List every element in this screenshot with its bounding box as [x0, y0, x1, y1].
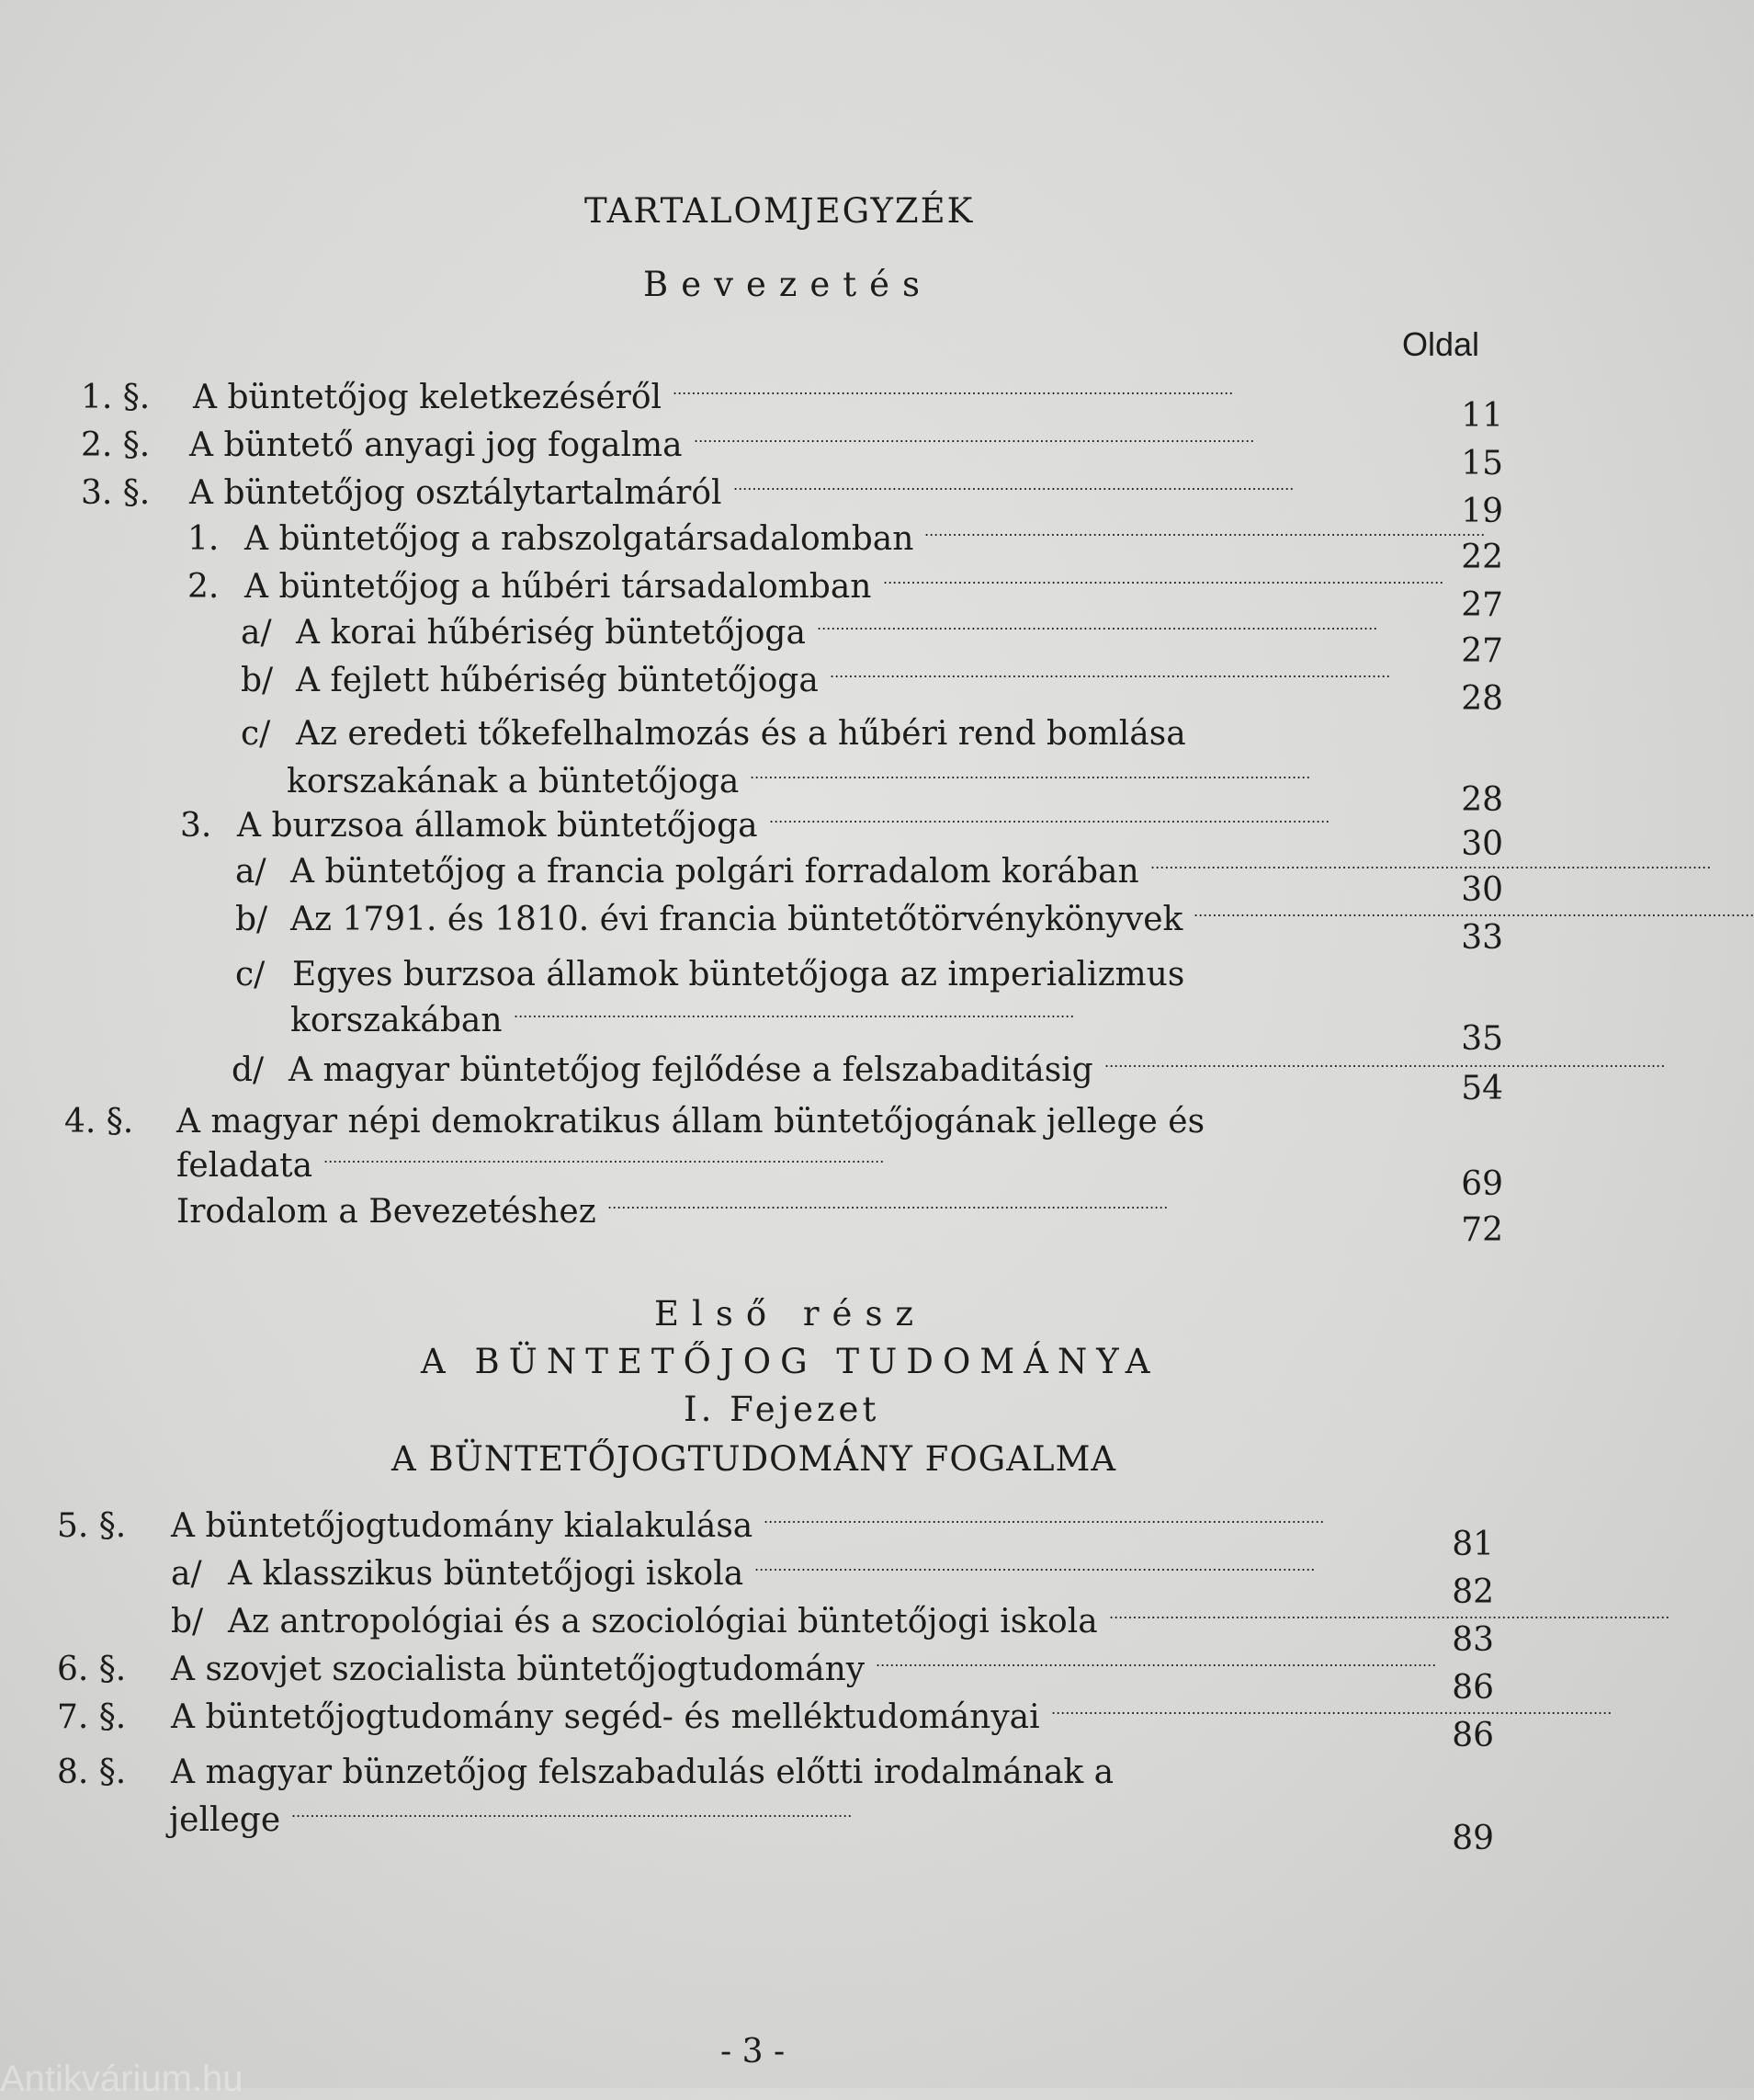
- entry-number: 8. §.: [57, 1754, 127, 1791]
- dot-leader: ........................................................................................................................: [750, 765, 1311, 782]
- entry-title: A magyar büntetőjog fejlődése a felszabaditásig: [289, 1051, 1093, 1089]
- entry-title-continuation: korszakának a büntetőjoga: [287, 763, 740, 800]
- dot-leader: ........................................................................................................................: [694, 428, 1255, 446]
- entry-number: 2.: [187, 568, 220, 606]
- entry-title: A büntetőjogtudomány segéd- és melléktudományai: [171, 1698, 1040, 1736]
- entry-page: 54: [1461, 1070, 1503, 1107]
- entry-title: Az 1791. és 1810. évi francia büntetőtörvénykönyvek: [290, 901, 1183, 938]
- entry-title: A büntetőjog a hűbéri társadalomban: [244, 568, 872, 606]
- entry-title: A fejlett hűbériség büntetőjoga: [296, 662, 819, 699]
- entry-number: 6. §.: [57, 1651, 127, 1688]
- dot-leader: ........................................................................................................................: [924, 522, 1486, 539]
- entry-page: 11: [1461, 397, 1503, 435]
- entry-title: A büntetőjog osztálytartalmáról: [189, 474, 722, 512]
- entry-number: b/: [241, 662, 274, 699]
- dot-leader: ........................................................................................................................: [883, 570, 1444, 587]
- entry-number: 3. §.: [81, 474, 151, 512]
- intro-heading: Bevezetés: [643, 265, 934, 304]
- toc-title: TARTALOMJEGYZÉK: [584, 191, 975, 231]
- dot-leader: ........................................................................................................................: [607, 1195, 1169, 1212]
- dot-leader: ........................................................................................................................: [1150, 855, 1712, 872]
- dot-leader: ........................................................................................................................: [291, 1803, 853, 1821]
- entry-number: b/: [171, 1603, 204, 1640]
- watermark: Antikvárium.hu: [0, 2059, 243, 2099]
- entry-title: A magyar népi demokratikus állam büntetőjogának jellege és: [176, 1103, 1205, 1141]
- intro-entry: [0, 1099, 1566, 1145]
- entry-page: 28: [1461, 680, 1503, 718]
- entry-title-continuation: korszakában: [290, 1002, 503, 1039]
- entry-title: A büntetőjog a rabszolgatársadalomban: [244, 520, 914, 558]
- entry-title: A büntetőjog a francia polgári forradalom korában: [290, 853, 1139, 891]
- entry-title-continuation: feladata: [176, 1147, 313, 1185]
- dot-leader: ........................................................................................................................: [673, 380, 1234, 398]
- entry-page: 69: [1461, 1165, 1503, 1203]
- entry-title: A büntetőjogtudomány kialakulása: [171, 1507, 753, 1545]
- intro-entry: [0, 952, 1566, 998]
- entry-number: 5. §.: [57, 1507, 127, 1545]
- dot-leader: ........................................................................................................................: [876, 1652, 1437, 1670]
- entry-number: c/: [235, 956, 266, 993]
- entry-page: 89: [1452, 1820, 1494, 1857]
- entry-title: A szovjet szocialista büntetőjogtudomány: [171, 1651, 866, 1688]
- entry-number: 2. §.: [81, 426, 151, 464]
- entry-number: c/: [241, 715, 271, 753]
- part-entry: [0, 1750, 1566, 1796]
- entry-number: 4. §.: [64, 1103, 134, 1141]
- dot-leader: ........................................................................................................................: [1194, 902, 1754, 920]
- entry-page: 86: [1452, 1717, 1494, 1754]
- entry-page: 82: [1452, 1573, 1494, 1611]
- dot-leader: ........................................................................................................................: [830, 664, 1391, 681]
- part-label: Első rész: [654, 1294, 926, 1334]
- entry-page: 33: [1461, 919, 1503, 957]
- entry-title: A burzsoa államok büntetőjoga: [237, 807, 758, 845]
- entry-number: b/: [235, 901, 268, 938]
- dot-leader: ........................................................................................................................: [1104, 1053, 1666, 1071]
- entry-number: 1. §.: [81, 379, 151, 416]
- entry-number: a/: [241, 614, 272, 652]
- dot-leader: ........................................................................................................................: [764, 1509, 1325, 1527]
- chapter-title: A BÜNTETŐJOGTUDOMÁNY FOGALMA: [391, 1439, 1117, 1479]
- entry-title: Az antropológiai és a szociológiai büntetőjogi iskola: [228, 1603, 1098, 1640]
- dot-leader: ........................................................................................................................: [769, 809, 1330, 826]
- dot-leader: ........................................................................................................................: [514, 1004, 1075, 1021]
- entry-title: A klasszikus büntetőjogi iskola: [228, 1555, 744, 1593]
- entry-page: 28: [1461, 781, 1503, 819]
- entry-page: 72: [1461, 1211, 1503, 1249]
- entry-page: 27: [1461, 632, 1503, 670]
- dot-leader: ........................................................................................................................: [323, 1149, 885, 1166]
- dot-leader: ........................................................................................................................: [754, 1557, 1316, 1574]
- page-column-header: Oldal: [1402, 325, 1480, 363]
- entry-number: 1.: [187, 520, 220, 558]
- entry-number: d/: [232, 1051, 265, 1089]
- entry-title: A büntetőjog keletkezéséről: [193, 379, 662, 416]
- entry-page: 22: [1461, 539, 1503, 576]
- dot-leader: ........................................................................................................................: [733, 476, 1295, 494]
- entry-number: a/: [235, 853, 266, 891]
- entry-page: 81: [1452, 1526, 1494, 1563]
- dot-leader: ........................................................................................................................: [1109, 1605, 1670, 1622]
- entry-title: Irodalom a Bevezetéshez: [176, 1193, 596, 1231]
- entry-page: 15: [1461, 445, 1503, 482]
- entry-title: Egyes burzsoa államok büntetőjoga az imperializmus: [292, 956, 1185, 993]
- dot-leader: ........................................................................................................................: [817, 616, 1378, 633]
- chapter-label: I. Fejezet: [684, 1390, 880, 1429]
- intro-entry: [0, 711, 1566, 757]
- dot-leader: ........................................................................................................................: [1051, 1700, 1613, 1718]
- page-number: - 3 -: [720, 2033, 786, 2071]
- part-title: A BÜNTETŐJOG TUDOMÁNYA: [421, 1342, 1160, 1381]
- entry-title: Az eredeti tőkefelhalmozás és a hűbéri rend bomlása: [296, 715, 1186, 753]
- entry-title: A büntető anyagi jog fogalma: [189, 426, 683, 464]
- entry-number: 7. §.: [57, 1698, 127, 1736]
- entry-number: a/: [171, 1555, 202, 1593]
- entry-page: 27: [1461, 586, 1503, 624]
- entry-page: 19: [1461, 493, 1503, 530]
- entry-page: 35: [1461, 1020, 1503, 1058]
- entry-page: 30: [1461, 825, 1503, 863]
- entry-page: 83: [1452, 1621, 1494, 1659]
- entry-title-continuation: jellege: [169, 1801, 281, 1839]
- entry-title: A magyar bünzetőjog felszabadulás előtti irodalmának a: [171, 1754, 1115, 1791]
- entry-page: 86: [1452, 1669, 1494, 1707]
- entry-page: 30: [1461, 871, 1503, 909]
- entry-title: A korai hűbériség büntetőjoga: [296, 614, 806, 652]
- entry-number: 3.: [180, 807, 212, 845]
